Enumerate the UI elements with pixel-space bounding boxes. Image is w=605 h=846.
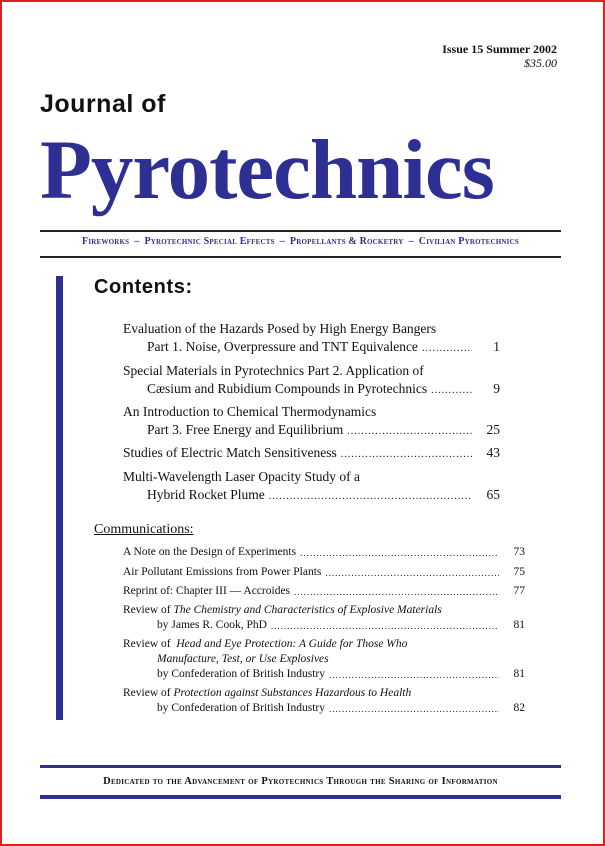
toc-page-number: 43: [486, 445, 500, 460]
leader-dots: [422, 342, 472, 356]
communication-title: A Note on the Design of Experiments: [123, 546, 297, 558]
toc-item: [123, 362, 500, 398]
footer-top-rule: [40, 765, 561, 768]
communication-item: [123, 686, 525, 716]
toc-item-subtitle: Hybrid Rocket Plume: [147, 487, 265, 502]
footer-motto: Dedicated to the Advancement of Pyrotechnics Through the Sharing of Information: [103, 776, 498, 787]
communications-heading-colon: :: [189, 522, 194, 537]
toc-item-subtitle: Cæsium and Rubidium Compounds in Pyrotechnics: [147, 381, 428, 396]
communication-item: [123, 565, 525, 580]
contents-heading: Contents:: [94, 276, 193, 298]
communication-page-number: 75: [513, 566, 525, 578]
leader-dots: [329, 669, 499, 682]
toc-item-title: Multi-Wavelength Laser Opacity Study of a: [123, 469, 360, 484]
toc-item: [123, 468, 500, 504]
toc-item-subtitle: Part 1. Noise, Overpressure and TNT Equivalence: [147, 339, 418, 354]
top-rule: [40, 230, 561, 232]
toc-item-title: Special Materials in Pyrotechnics Part 2. Application of: [123, 363, 424, 378]
toc-page-number: 25: [486, 422, 500, 437]
review-prefix: Review of: [123, 604, 174, 616]
communication-item: [123, 637, 525, 682]
communication-title: Air Pollutant Emissions from Power Plants: [123, 566, 322, 578]
communication-page-number: 77: [513, 585, 525, 597]
toc-page-number: 9: [493, 381, 500, 396]
review-byline: by Confederation of British Industry: [157, 702, 326, 714]
review-prefix: Review of: [123, 687, 174, 699]
category-separator: –: [279, 236, 285, 247]
toc-page-number: 1: [493, 339, 500, 354]
leader-dots: [329, 703, 499, 716]
review-book-title-continued: Manufacture, Test, or Use Explosives: [157, 653, 329, 665]
category-civilian: Civilian Pyrotechnics: [418, 236, 519, 247]
masthead-title: Pyrotechnics: [40, 123, 494, 217]
issue-info: [442, 42, 557, 70]
leader-dots: [347, 425, 472, 439]
category-fireworks: Fireworks: [82, 236, 130, 247]
leader-dots: [294, 586, 499, 599]
bottom-category-rule: [40, 256, 561, 258]
masthead-prefix: Journal of: [40, 90, 166, 118]
category-separator: –: [408, 236, 414, 247]
communication-title: Reprint of: Chapter III — Accroides: [123, 585, 291, 597]
communication-item: [123, 545, 525, 560]
issue-line: Issue 15 Summer 2002: [442, 42, 557, 56]
communications-heading-text: Communications: [94, 522, 190, 537]
toc-item-title: Evaluation of the Hazards Posed by High Energy Bangers: [123, 321, 437, 336]
communication-page-number: 82: [513, 702, 525, 714]
review-book-title: Head and Eye Protection: A Guide for Those Who: [176, 638, 408, 650]
communication-page-number: 81: [513, 619, 525, 631]
toc-item: [123, 403, 500, 439]
review-book-title: Protection against Substances Hazardous to Health: [173, 687, 412, 699]
communications-heading: [94, 522, 194, 538]
review-prefix: Review of: [123, 638, 177, 650]
leader-dots: [300, 547, 499, 560]
category-strip: [40, 236, 561, 247]
communication-page-number: 81: [513, 668, 525, 680]
toc-item: [123, 320, 500, 356]
review-byline: by Confederation of British Industry: [157, 668, 326, 680]
leader-dots: [325, 567, 499, 580]
toc-item: [123, 444, 500, 462]
footer-bottom-rule: [40, 795, 561, 799]
toc-item-title: Studies of Electric Match Sensitiveness: [123, 445, 337, 460]
communication-item: [123, 603, 525, 633]
category-propellants: Propellants & Rocketry: [289, 236, 404, 247]
leader-dots: [431, 384, 472, 398]
category-special-effects: Pyrotechnic Special Effects: [144, 236, 275, 247]
communication-page-number: 73: [513, 546, 525, 558]
issue-price: $35.00: [524, 56, 557, 70]
leader-dots: [269, 490, 472, 504]
communication-item: [123, 584, 525, 599]
review-book-title: The Chemistry and Characteristics of Explosive Materials: [173, 604, 442, 616]
leader-dots: [271, 620, 499, 633]
toc-page-number: 65: [486, 487, 500, 502]
toc-item-subtitle: Part 3. Free Energy and Equilibrium: [147, 422, 344, 437]
review-byline: by James R. Cook, PhD: [157, 619, 267, 631]
category-separator: –: [134, 236, 140, 247]
contents-sidebar-bar: [56, 276, 63, 720]
toc-item-title: An Introduction to Chemical Thermodynamics: [123, 404, 377, 419]
leader-dots: [341, 448, 472, 462]
